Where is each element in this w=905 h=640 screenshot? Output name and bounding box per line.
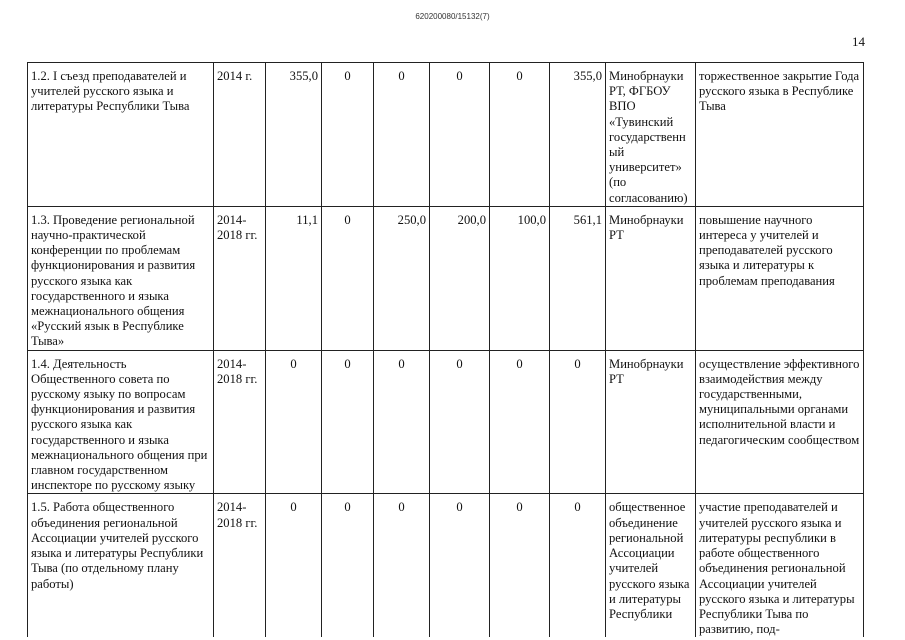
funding-cell: 355,0 [266,63,322,207]
funding-cell: 250,0 [374,206,430,350]
funding-cell: 0 [322,63,374,207]
executor-cell: Минобрнауки РТ, ФГБОУ ВПО «Тувинский государственный университет» (по согласованию) [606,63,696,207]
executor-cell: Минобрнауки РТ [606,350,696,494]
activity-name-cell: 1.5. Работа общественного объединения региональной Ассоциации учителей русского языка и литературы Республики Тыва (по отдельному плану работы) [28,494,214,637]
executor-cell: Минобрнауки РТ [606,206,696,350]
funding-cell: 0 [490,63,550,207]
funding-cell: 0 [266,350,322,494]
funding-cell: 11,1 [266,206,322,350]
result-cell: участие преподавателей и учителей русского языка и литературы республики в работе общественного объединения региональной Ассоциации учителей русского языка и литературы Республики Тыва по развитию, под- [696,494,864,637]
funding-cell: 0 [266,494,322,637]
result-cell: повышение научного интереса у учителей и преподавателей русского языка и литературы к проблемам преподавания [696,206,864,350]
program-activities-table [27,62,864,637]
funding-cell: 0 [322,206,374,350]
funding-cell: 0 [430,63,490,207]
years-cell: 2014-2018 гг. [214,350,266,494]
funding-cell: 100,0 [490,206,550,350]
funding-cell: 200,0 [430,206,490,350]
total-cell: 0 [550,494,606,637]
activity-name-cell: 1.2. I съезд преподавателей и учителей русского языка и литературы Республики Тыва [28,63,214,207]
executor-cell: общественное объединение региональной Ассоциации учителей русского языка и литературы Республики [606,494,696,637]
activity-name-cell: 1.4. Деятельность Общественного совета по русскому языку по вопросам функционирования и развития русского языка как государственного и языка межнационального общения при главном государственном инспекторе по русскому языку [28,350,214,494]
table-row [28,63,864,207]
result-cell: торжественное закрытие Года русского языка в Республике Тыва [696,63,864,207]
funding-cell: 0 [374,494,430,637]
table-row [28,494,864,637]
years-cell: 2014 г. [214,63,266,207]
funding-cell: 0 [374,350,430,494]
funding-cell: 0 [322,494,374,637]
funding-cell: 0 [490,494,550,637]
years-cell: 2014-2018 гг. [214,494,266,637]
funding-cell: 0 [490,350,550,494]
years-cell: 2014-2018 гг. [214,206,266,350]
document-code: 620200080/15132(7) [415,12,490,21]
total-cell: 561,1 [550,206,606,350]
total-cell: 355,0 [550,63,606,207]
funding-cell: 0 [430,494,490,637]
total-cell: 0 [550,350,606,494]
funding-cell: 0 [374,63,430,207]
page-number: 14 [852,34,865,49]
funding-cell: 0 [322,350,374,494]
funding-cell: 0 [430,350,490,494]
table-row [28,206,864,350]
result-cell: осуществление эффективного взаимодействия между государственными, муниципальными органами исполнительной власти и педагогическим сообществом [696,350,864,494]
activity-name-cell: 1.3. Проведение региональной научно-практической конференции по проблемам функционирования и развития русского языка как государственного и языка межнационального общения «Русский язык в Республике Тыва» [28,206,214,350]
table-row [28,350,864,494]
